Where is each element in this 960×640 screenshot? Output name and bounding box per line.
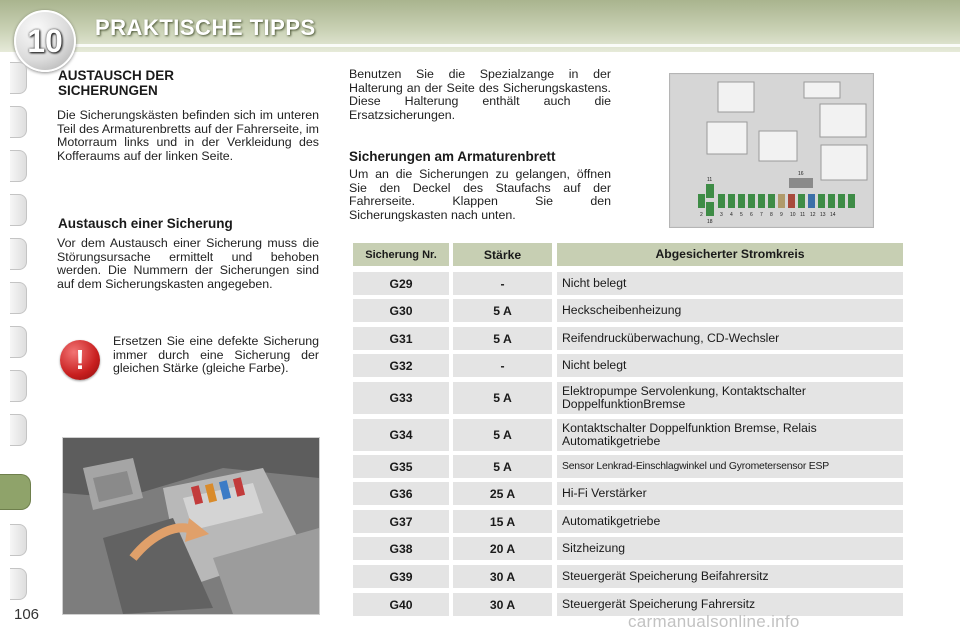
diagram-fuse-number: 8 <box>770 212 773 218</box>
fuse-number: G31 <box>353 327 449 350</box>
page-title: PRAKTISCHE TIPPS <box>95 15 316 40</box>
chapter-tab-7[interactable] <box>10 326 27 358</box>
diagram-fuse-number: 5 <box>740 212 743 218</box>
diagram-label-18: 18 <box>707 219 713 225</box>
diagram-fuse-number: 2 <box>700 212 703 218</box>
fuse-circuit: Sitzheizung <box>557 537 903 560</box>
diagram-fuse-number: 7 <box>760 212 763 218</box>
fuse-number: G36 <box>353 482 449 505</box>
replace-fuse-text: Vor dem Austausch einer Sicherung muss die Störungsursache ermittelt und behoben werden. Die Nummern der Sicherungen sind auf dem Sicherungskasten angegeben. <box>57 236 319 291</box>
fuse-amperage: 5 A <box>453 382 552 414</box>
chapter-tab-3[interactable] <box>10 150 27 182</box>
section-title-replace-fuse: Austausch einer Sicherung <box>58 216 233 231</box>
fuse-amperage: 15 A <box>453 510 552 533</box>
chapter-tab-6[interactable] <box>10 282 27 314</box>
table-row <box>353 272 903 295</box>
fuse-circuit: Reifendrucküberwachung, CD-Wechsler <box>557 327 903 350</box>
fuse-circuit: Elektropumpe Servolenkung, Kontaktschalter DoppelfunktionBremse <box>557 382 903 414</box>
fuse-amperage: - <box>453 354 552 377</box>
diagram-fuse-number: 12 <box>810 212 816 218</box>
header-circuit: Abgesicherter Stromkreis <box>557 243 903 266</box>
table-row <box>353 482 903 505</box>
diagram-fuse-number: 3 <box>720 212 723 218</box>
page-number: 106 <box>14 606 40 623</box>
chapter-tab-1[interactable] <box>10 62 27 94</box>
fuse-number: G38 <box>353 537 449 560</box>
fuse-box-diagram-svg <box>670 74 873 227</box>
fuse-box-photo-illustration <box>63 438 319 614</box>
table-row <box>353 455 903 478</box>
fuse-circuit: Steuergerät Speicherung Fahrersitz <box>557 593 903 616</box>
table-row <box>353 354 903 377</box>
table-row <box>353 565 903 588</box>
diagram-fuse-number: 9 <box>780 212 783 218</box>
fuse-number: G33 <box>353 382 449 414</box>
fuse-circuit: Hi-Fi Verstärker <box>557 482 903 505</box>
fuse-amperage: 5 A <box>453 327 552 350</box>
fuse-amperage: 5 A <box>453 455 552 478</box>
chapter-tab-9[interactable] <box>10 414 27 446</box>
fuse-circuit: Automatikgetriebe <box>557 510 903 533</box>
diagram-fuse-number: 11 <box>800 212 806 218</box>
header-rule <box>70 44 960 47</box>
chapter-badge: 10 <box>14 10 76 72</box>
diagram-fuse-number: 10 <box>790 212 796 218</box>
fuse-number: G34 <box>353 419 449 451</box>
fuse-box-diagram <box>669 73 874 228</box>
table-row <box>353 510 903 533</box>
fuse-number: G37 <box>353 510 449 533</box>
fuse-amperage: 5 A <box>453 419 552 451</box>
fuse-number: G30 <box>353 299 449 322</box>
dashboard-fuses-text: Um an die Sicherungen zu gelangen, öffnen Sie den Deckel des Staufachs auf der Fahrerseite. Klappen Sie den Sicherungskasten nach unten. <box>349 167 611 222</box>
fuse-circuit: Heckscheibenheizung <box>557 299 903 322</box>
exclamation-icon: ! <box>60 340 100 380</box>
diagram-fuse-number: 13 <box>820 212 826 218</box>
section-title-line: AUSTAUSCH DER <box>58 68 175 83</box>
fuse-amperage: 5 A <box>453 299 552 322</box>
watermark: carmanualsonline.info <box>628 612 800 631</box>
fuse-circuit: Nicht belegt <box>557 272 903 295</box>
fuse-number: G29 <box>353 272 449 295</box>
section-title-fuse-replacement <box>58 68 174 98</box>
fuse-circuit: Steuergerät Speicherung Beifahrersitz <box>557 565 903 588</box>
chapter-tab-8[interactable] <box>10 370 27 402</box>
chapter-tab-2[interactable] <box>10 106 27 138</box>
header-amperage: Stärke <box>453 243 552 266</box>
fuse-box-location-text: Die Sicherungskästen befinden sich im unteren Teil des Armaturenbretts auf der Fahrerseite, im Motorraum links und in der Verkleidung des Kofferaums auf der linken Seite. <box>57 108 319 163</box>
fuse-amperage: 25 A <box>453 482 552 505</box>
chapter-tab-12[interactable] <box>10 568 27 600</box>
fuse-amperage: - <box>453 272 552 295</box>
table-row <box>353 537 903 560</box>
fuse-circuit: Sensor Lenkrad-Einschlagwinkel und Gyrometersensor ESP <box>557 455 903 478</box>
chapter-tab-5[interactable] <box>10 238 27 270</box>
diagram-fuse-number: 6 <box>750 212 753 218</box>
warning-text: Ersetzen Sie eine defekte Sicherung immer durch eine Sicherung der gleichen Stärke (gleiche Farbe). <box>113 334 319 376</box>
fuse-amperage: 30 A <box>453 593 552 616</box>
chapter-tab-4[interactable] <box>10 194 27 226</box>
diagram-label-16: 16 <box>798 171 804 177</box>
fuse-box-photo <box>62 437 320 615</box>
diagram-fuse-number: 14 <box>830 212 836 218</box>
fuse-number: G40 <box>353 593 449 616</box>
fuse-amperage: 30 A <box>453 565 552 588</box>
fuse-table-header <box>353 243 903 266</box>
fuse-circuit: Nicht belegt <box>557 354 903 377</box>
special-pliers-text: Benutzen Sie die Spezialzange in der Halterung an der Seite des Sicherungskastens. Diese Halterung enthält auch die Ersatzsicherungen. <box>349 67 611 122</box>
table-row <box>353 419 903 451</box>
header-fuse-number: Sicherung Nr. <box>353 243 449 266</box>
chapter-tab-10-active[interactable] <box>0 474 31 510</box>
section-title-line: SICHERUNGEN <box>58 83 158 98</box>
fuse-number: G39 <box>353 565 449 588</box>
fuse-number: G32 <box>353 354 449 377</box>
table-row <box>353 299 903 322</box>
table-row <box>353 327 903 350</box>
table-row <box>353 382 903 414</box>
fuse-circuit: Kontaktschalter Doppelfunktion Bremse, Relais Automatikgetriebe <box>557 419 903 451</box>
fuse-number: G35 <box>353 455 449 478</box>
diagram-label-11: 11 <box>707 177 713 183</box>
chapter-tab-11[interactable] <box>10 524 27 556</box>
fuse-amperage: 20 A <box>453 537 552 560</box>
section-title-dashboard-fuses: Sicherungen am Armaturenbrett <box>349 149 556 164</box>
diagram-fuse-number: 4 <box>730 212 733 218</box>
